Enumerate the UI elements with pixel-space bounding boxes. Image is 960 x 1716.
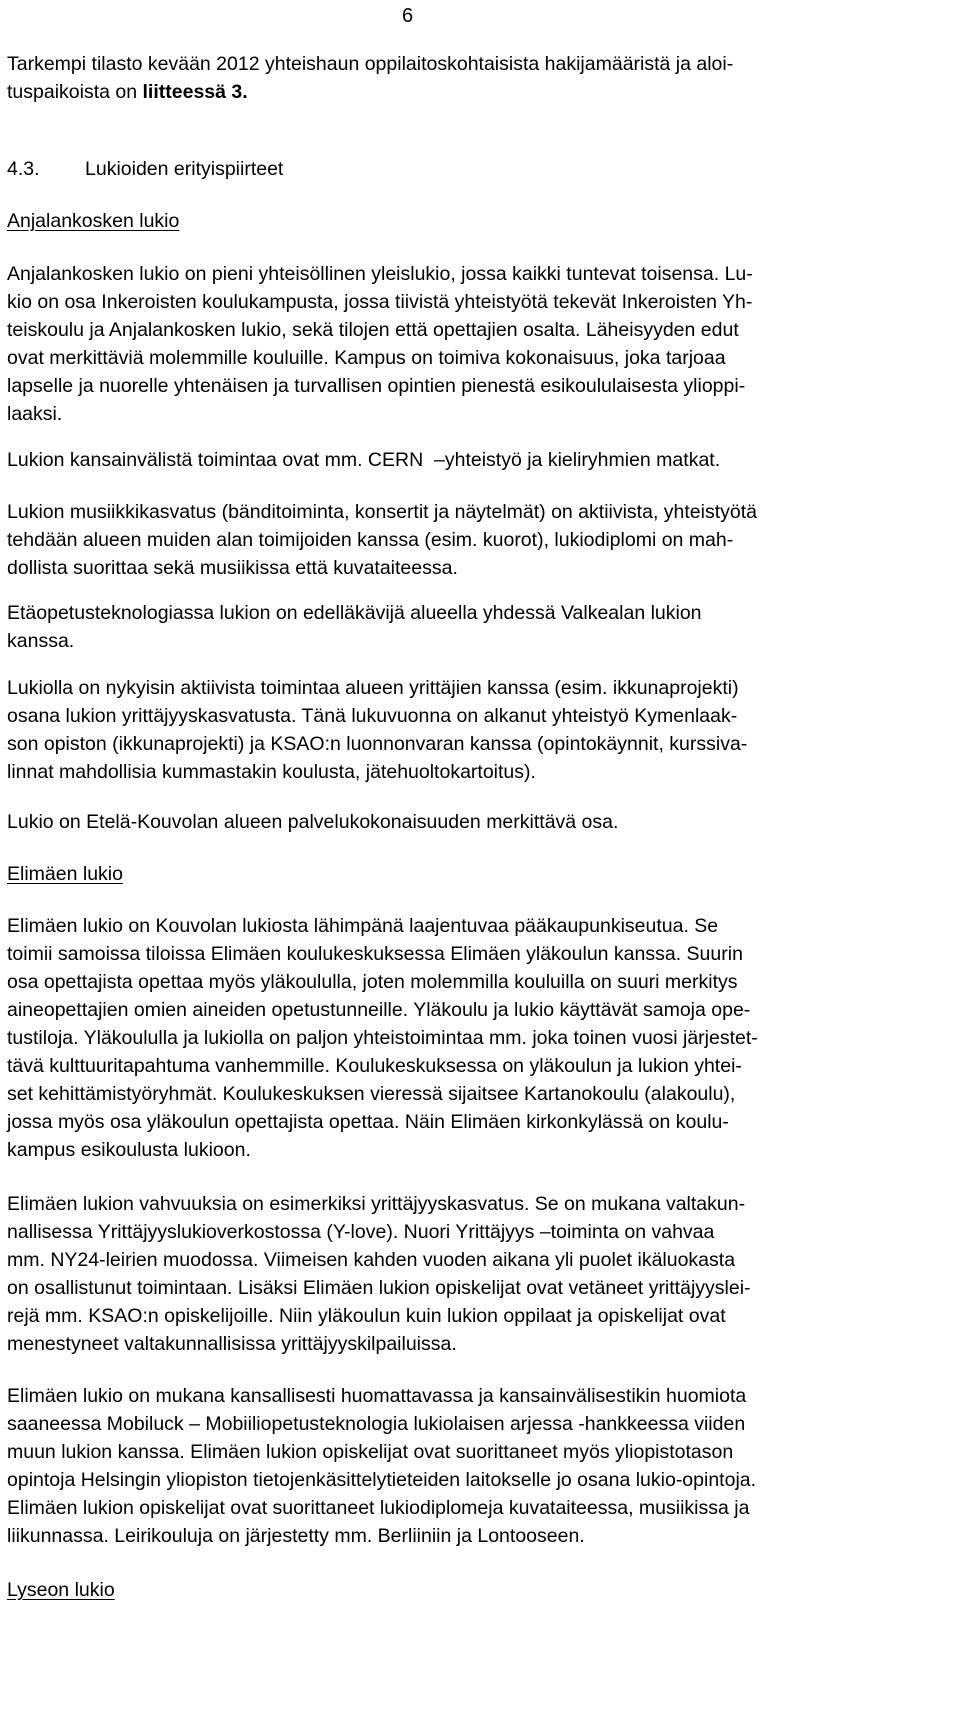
intro-line-1: Tarkempi tilasto kevään 2012 yhteishaun oppilaitoskohtaisista hakijamääristä ja aloi- [7,53,734,75]
text-line: Lukio on Etelä-Kouvolan alueen palvelukokonaisuuden merkittävä osa. [7,811,619,833]
text-line: osana lukion yrittäjyyskasvatusta. Tänä lukuvuonna on alkanut yhteistyö Kymenlaak- [7,705,738,727]
intro-line-2 [7,78,248,106]
text-line: Elimäen lukio on mukana kansallisesti huomattavassa ja kansainvälisestikin huomiota [7,1385,747,1407]
text-line: mm. NY24-leirien muodossa. Viimeisen kahden vuoden aikana yli puolet ikäluokasta [7,1249,736,1271]
appendix-reference: liitteessä 3. [142,81,248,103]
page-number: 6 [402,5,414,27]
text-line: aineopettajien omien aineiden opetustunneille. Yläkoulu ja lukio käyttävät samoja ope- [7,999,751,1021]
text-line: saaneessa Mobiluck – Mobiiliopetusteknologia lukiolaisen arjessa -hankkeessa viiden [7,1413,746,1435]
text-line: jossa myös osa yläkoulun opettajista opettaa. Näin Elimäen kirkonkylässä on koulu- [7,1111,729,1133]
text-line: Etäopetusteknologiassa lukion on edelläkävijä alueella yhdessä Valkealan lukion [7,602,702,624]
text-line: tävä kulttuuritapahtuma vanhemmille. Koulukeskuksessa on yläkoulun ja lukion yhtei- [7,1055,742,1077]
text-line: tustiloja. Yläkoululla ja lukiolla on paljon yhteistoimintaa mm. joka toinen vuosi järjestet- [7,1027,758,1049]
section-number: 4.3. [7,158,40,180]
text-line: menestyneet valtakunnallisissa yrittäjyyskilpailuissa. [7,1333,457,1355]
text-line: Lukiolla on nykyisin aktiivista toimintaa alueen yrittäjien kanssa (esim. ikkunaprojekti) [7,677,739,699]
text-line: Lukion musiikkikasvatus (bänditoiminta, konsertit ja näytelmät) on aktiivista, yhteistyötä [7,501,757,523]
text-line: opintoja Helsingin yliopiston tietojenkäsittelytieteiden laitokselle jo osana lukio-opintoja. [7,1469,757,1491]
text-line: kio on osa Inkeroisten koulukampusta, jossa tiivistä yhteistyötä tekevät Inkeroisten Yh- [7,291,753,313]
text-line: tehdään alueen muiden alan toimijoiden kanssa (esim. kuorot), lukiodiplomi on mah- [7,529,734,551]
school-heading-lyseo: Lyseon lukio [7,1579,115,1601]
text-line: nallisessa Yrittäjyyslukioverkostossa (Y-love). Nuori Yrittäjyys –toiminta on vahvaa [7,1221,715,1243]
text-line: lapselle ja nuorelle yhtenäisen ja turvallisen opintien pienestä esikoululaisesta ylioppi- [7,375,746,397]
text-line: Elimäen lukio on Kouvolan lukiosta lähimpänä laajentuvaa pääkaupunkiseutua. Se [7,915,719,937]
text-line: liikunnassa. Leirikouluja on järjestetty mm. Berliiniin ja Lontooseen. [7,1525,585,1547]
text-line: rejä mm. KSAO:n opiskelijoille. Niin yläkoulun kuin lukion oppilaat ja opiskelijat ovat [7,1305,726,1327]
section-title: Lukioiden erityispiirteet [85,158,284,180]
text-line: Elimäen lukion opiskelijat ovat suorittaneet lukiodiplomeja kuvataiteessa, musiikissa ja [7,1497,750,1519]
text-line: set kehittämistyöryhmät. Koulukeskuksen vieressä sijaitsee Kartanokoulu (alakoulu), [7,1083,736,1105]
text-line: laaksi. [7,403,63,425]
text-line: osa opettajista opettaa myös yläkoululla, joten molemmilla kouluilla on suuri merkitys [7,971,738,993]
school-heading-anjalankoski: Anjalankosken lukio [7,210,180,232]
text-line: dollista suorittaa sekä musiikissa että kuvataiteessa. [7,557,458,579]
text-line: son opiston (ikkunaprojekti) ja KSAO:n luonnonvaran kanssa (opintokäynnit, kurssiva- [7,733,748,755]
text-line: toimii samoissa tiloissa Elimäen koulukeskuksessa Elimäen yläkoulun kanssa. Suurin [7,943,743,965]
intro-line-2-text: tuspaikoista on [7,81,143,103]
text-line: linnat mahdollisia kummastakin koulusta, jätehuoltokartoitus). [7,761,536,783]
school-heading-elimaki: Elimäen lukio [7,863,123,885]
text-line: kanssa. [7,630,75,652]
text-line: Anjalankosken lukio on pieni yhteisöllinen yleislukio, jossa kaikki tuntevat toisensa. Lu- [7,263,753,285]
text-line: kampus esikoulusta lukioon. [7,1139,251,1161]
text-line: Elimäen lukion vahvuuksia on esimerkiksi yrittäjyyskasvatus. Se on mukana valtakun- [7,1193,746,1215]
text-line: muun lukion kanssa. Elimäen lukion opiskelijat ovat suorittaneet myös yliopistotason [7,1441,734,1463]
text-line: teiskoulu ja Anjalankosken lukio, sekä tilojen että opettajien osalta. Läheisyyden edut [7,319,739,341]
text-line: Lukion kansainvälistä toimintaa ovat mm. CERN –yhteistyö ja kieliryhmien matkat. [7,449,721,471]
text-line: on osallistunut toimintaan. Lisäksi Elimäen lukion opiskelijat ovat vetäneet yrittäjyyslei- [7,1277,751,1299]
text-line: ovat merkittäviä molemmille kouluille. Kampus on toimiva kokonaisuus, joka tarjoaa [7,347,726,369]
